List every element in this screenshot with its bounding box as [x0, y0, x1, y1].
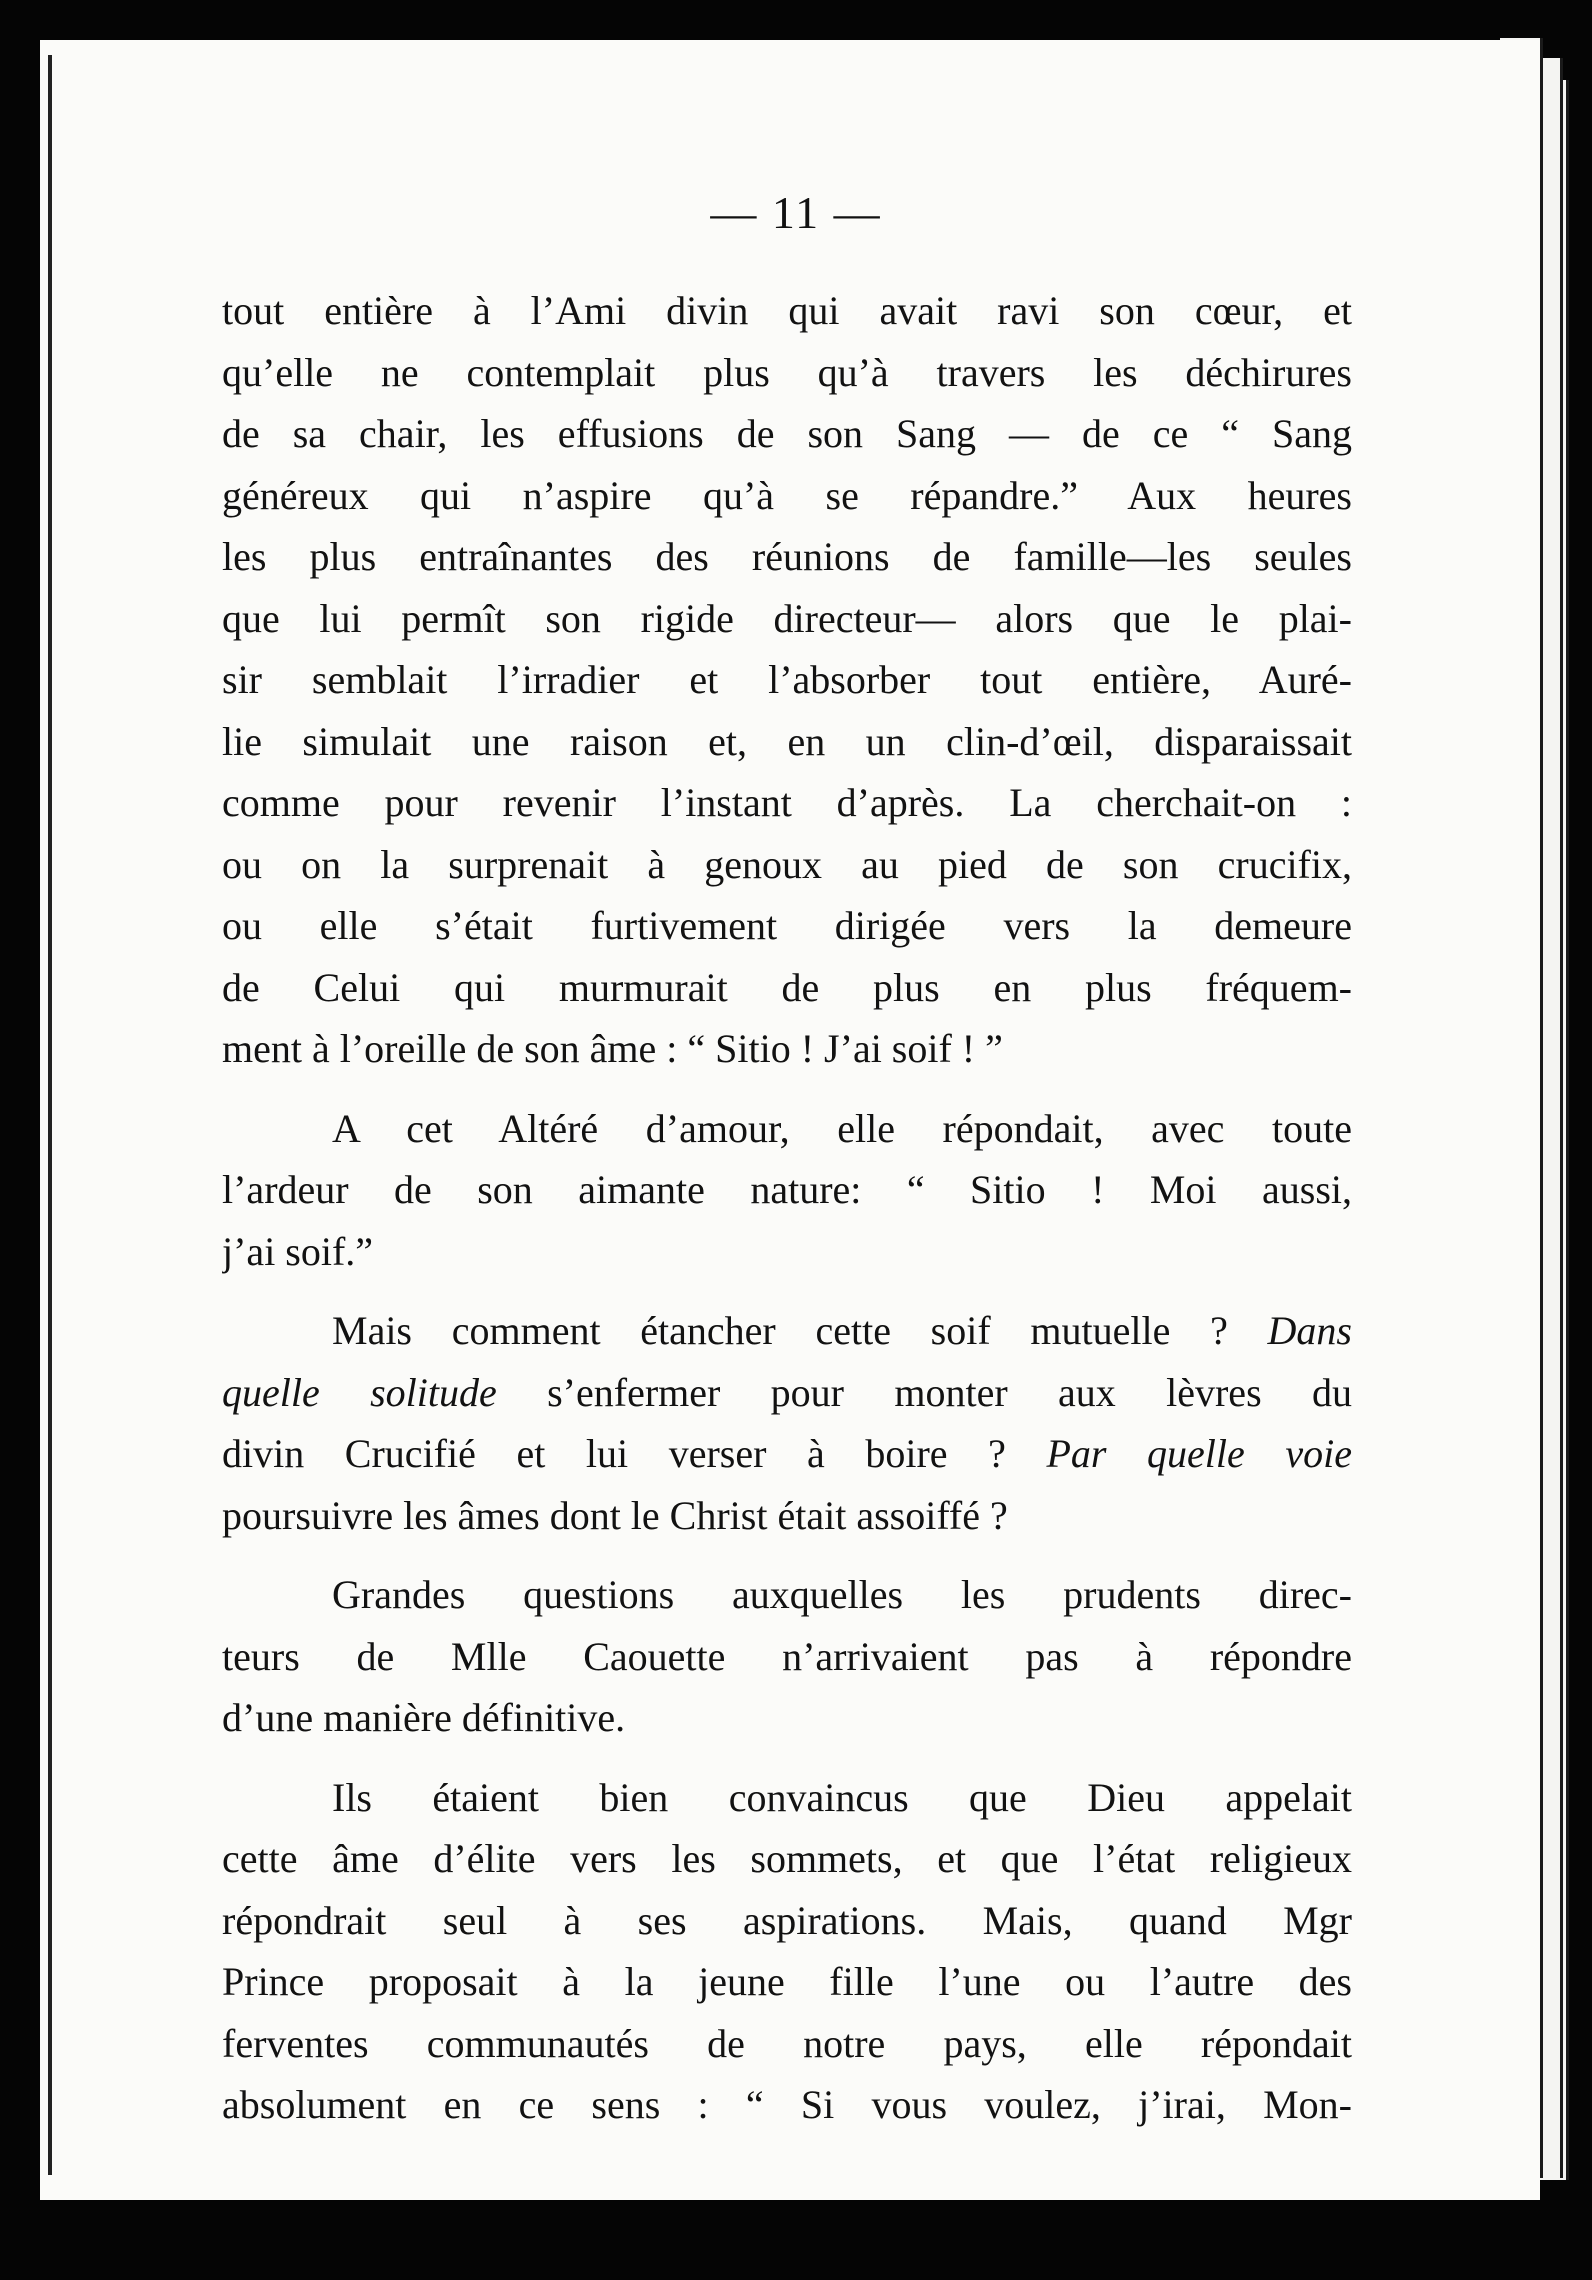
text-line: [222, 1300, 1352, 1362]
text-span: poursuivre les âmes dont le Christ était assoiffé ?: [222, 1492, 1008, 1538]
text-line: généreux qui n’aspire qu’à se répandre.” Aux heures: [222, 472, 1352, 518]
text-line: absolument en ce sens : “ Si vous voulez, j’irai, Mon-: [222, 2082, 1352, 2127]
text-line: sir semblait l’irradier et l’absorber tout entière, Auré-: [222, 657, 1352, 702]
text-line: ou on la surprenait à genoux au pied de son crucifix,: [222, 841, 1352, 887]
paragraph: [222, 280, 1352, 1080]
text-line: ou elle s’était furtivement dirigée vers la demeure: [222, 903, 1352, 948]
text-line: [222, 1362, 1352, 1424]
text-line: ment à l’oreille de son âme : “ Sitio ! J’ai soif ! ”: [222, 1026, 1003, 1071]
text-line: Prince proposait à la jeune fille l’une ou l’autre des: [222, 1959, 1352, 2004]
paragraph-gap: [222, 1080, 1352, 1098]
paragraph: [222, 1564, 1352, 1749]
text-line: cette âme d’élite vers les sommets, et que l’état religieux: [222, 1836, 1352, 1881]
text-line: ferventes communautés de notre pays, elle répondait: [222, 2020, 1352, 2066]
italic-text: Dans: [1267, 1308, 1352, 1353]
paragraph-gap: [222, 1546, 1352, 1564]
paragraph-gap: [222, 1749, 1352, 1767]
paragraph: [222, 1767, 1352, 2136]
italic-text: quelle solitude: [222, 1369, 497, 1415]
text-line: comme pour revenir l’instant d’après. La cherchait-on :: [222, 780, 1352, 825]
text-line: lie simulait une raison et, en un clin-d’œil, disparaissait: [222, 718, 1352, 764]
text-span: divin Crucifié et lui verser à boire ?: [222, 1431, 1047, 1476]
text-line: de sa chair, les effusions de son Sang — de ce “ Sang: [222, 411, 1352, 456]
text-span: Mais comment étancher cette soif mutuelle ?: [332, 1308, 1268, 1353]
italic-text: Par quelle voie: [1046, 1431, 1352, 1476]
text-line: A cet Altéré d’amour, elle répondait, avec toute: [332, 1105, 1352, 1151]
page-number: — 11 —: [710, 187, 882, 238]
text-line: que lui permît son rigide directeur— alors que le plai-: [222, 595, 1352, 641]
text-line: répondrait seul à ses aspirations. Mais, quand Mgr: [222, 1897, 1352, 1943]
page-binding: [48, 55, 52, 2175]
text-line: j’ai soif.”: [222, 1228, 374, 1274]
text-line: Ils étaient bien convaincus que Dieu appelait: [332, 1774, 1352, 1820]
text-line: d’une manière définitive.: [222, 1695, 626, 1740]
text-line: de Celui qui murmurait de plus en plus fréquem-: [222, 964, 1352, 1010]
text-line: tout entière à l’Ami divin qui avait ravi son cœur, et: [222, 288, 1352, 333]
text-span: s’enfermer pour monter aux lèvres du: [496, 1369, 1352, 1415]
paragraph-gap: [222, 1282, 1352, 1300]
text-line: [222, 1485, 1352, 1547]
text-line: teurs de Mlle Caouette n’arrivaient pas à répondre: [222, 1633, 1352, 1679]
paragraph: [222, 1098, 1352, 1283]
text-line: les plus entraînantes des réunions de famille—les seules: [222, 534, 1352, 579]
text-line: qu’elle ne contemplait plus qu’à travers les déchirures: [222, 349, 1352, 395]
text-line: Grandes questions auxquelles les prudents direc-: [332, 1572, 1352, 1617]
body-text: [222, 280, 1352, 2136]
text-line: [222, 1423, 1352, 1485]
paragraph: [222, 1300, 1352, 1546]
text-line: l’ardeur de son aimante nature: “ Sitio ! Moi aussi,: [222, 1167, 1352, 1212]
